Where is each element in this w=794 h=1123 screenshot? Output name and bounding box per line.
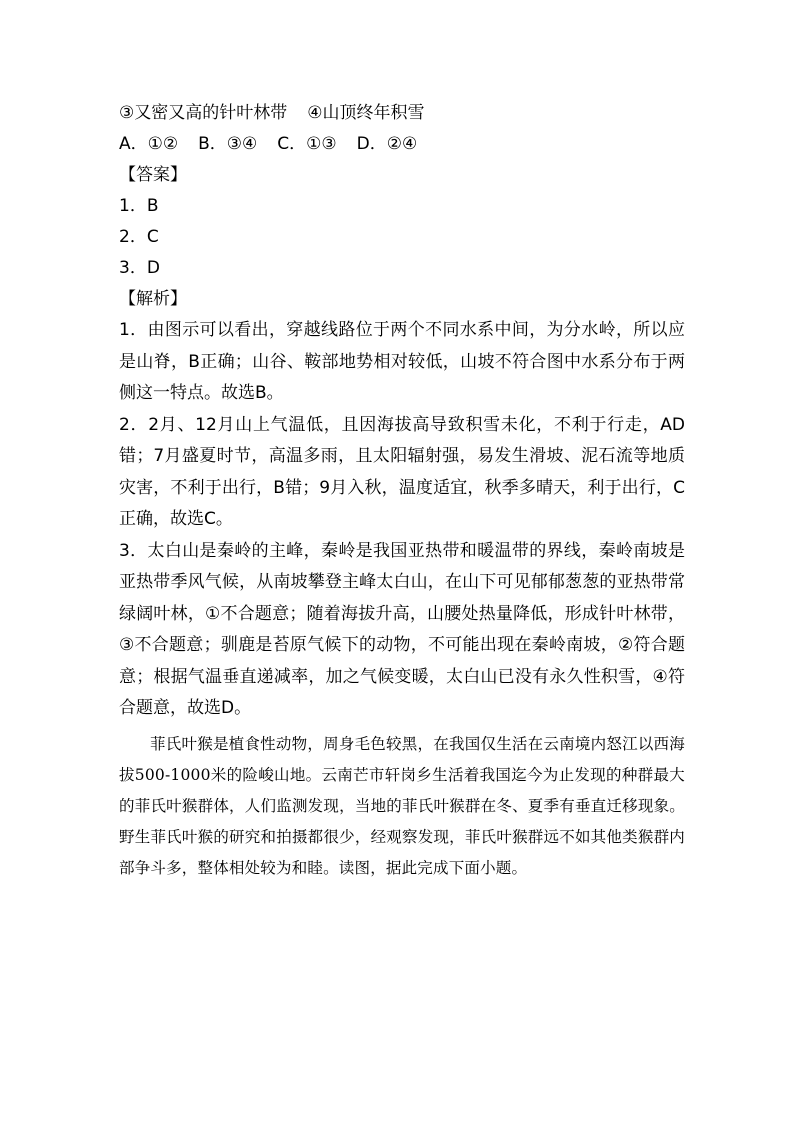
- choice-c: C．①③: [277, 134, 337, 154]
- choice-d: D．②④: [356, 134, 418, 154]
- choice-a: A．①②: [119, 134, 179, 154]
- option-3: ③又密又高的针叶林带: [119, 103, 288, 123]
- choice-b: B．③④: [198, 134, 258, 154]
- answer-1: 1．B: [119, 196, 159, 216]
- reading-passage: 菲氏叶猴是植食性动物，周身毛色较黑，在我国仅生活在云南境内怒江以西海拔500-1000米的险峻山地。云南芒市轩岗乡生活着我国迄今为止发现的种群最大的菲氏叶猴群体，人们监测发现，当地的菲氏叶猴群在冬、夏季有垂直迁移现象。野生菲氏叶猴的研究和拍摄都很少，经观察发现，菲氏叶猴群远不如其他类猴群内部争斗多，整体相处较为和睦。读图，据此完成下面小题。: [119, 734, 685, 877]
- answer-heading: 【答案】: [119, 165, 187, 185]
- options-line: [119, 98, 685, 129]
- analysis-2: 2．2月、12月山上气温低，且因海拔高导致积雪未化，不利于行走，AD错；7月盛夏时节，高温多雨，且太阳辐射强，易发生滑坡、泥石流等地质灾害，不利于出行，B错；9月入秋，温度适宜，秋季多晴天，利于出行，C正确，故选C。: [119, 414, 685, 529]
- analysis-1: 1．由图示可以看出，穿越线路位于两个不同水系中间，为分水岭，所以应是山脊，B正确；山谷、鞍部地势相对较低，山坡不符合图中水系分布于两侧这一特点。故选B。: [119, 320, 685, 403]
- analysis-3: 3．太白山是秦岭的主峰，秦岭是我国亚热带和暖温带的界线，秦岭南坡是亚热带季风气候，从南坡攀登主峰太白山，在山下可见郁郁葱葱的亚热带常绿阔叶林，①不合题意；随着海拔升高，山腰处热量降低，形成针叶林带，③不合题意；驯鹿是苔原气候下的动物，不可能出现在秦岭南坡，②符合题意；根据气温垂直递减率，加之气候变暖，太白山已没有永久性积雪，④符合题意，故选D。: [119, 540, 685, 718]
- choices-line: [119, 129, 685, 160]
- document-page: [119, 98, 685, 884]
- analysis-heading: 【解析】: [119, 289, 187, 309]
- answer-3: 3．D: [119, 258, 160, 278]
- answer-2: 2．C: [119, 227, 159, 247]
- option-4: ④山顶终年积雪: [307, 103, 425, 123]
